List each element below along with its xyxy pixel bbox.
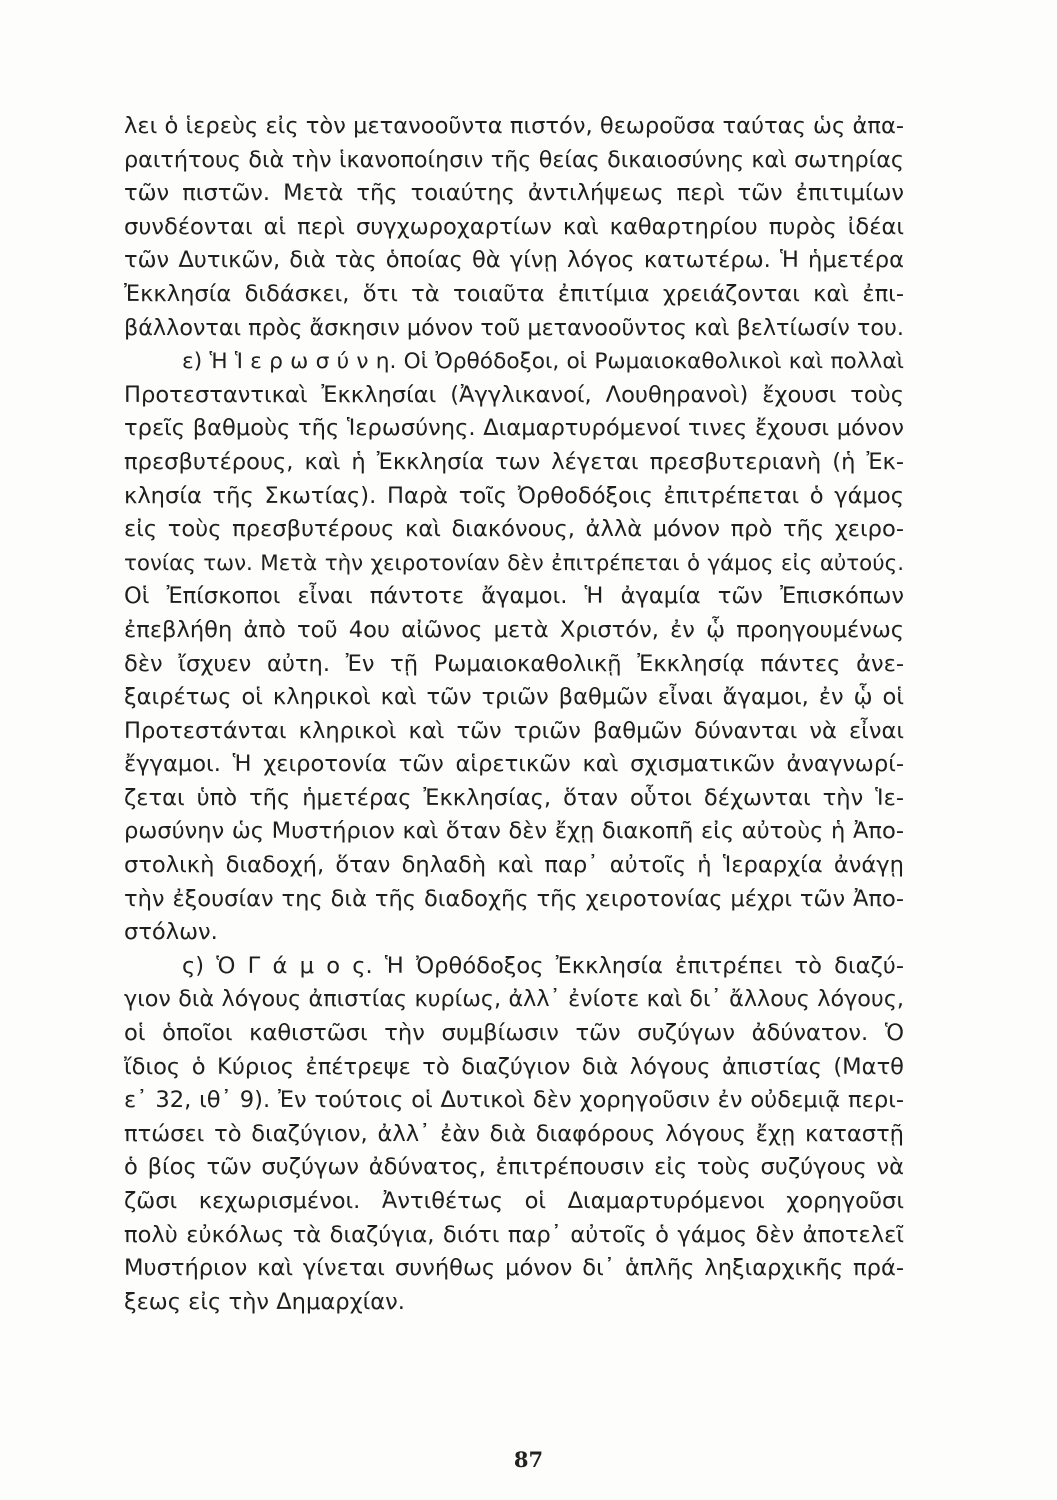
text-line: οἱ ὁποῖοι καθιστῶσι τὴν συμβίωσιν τῶν συζύγων ἀδύνατον. Ὁ bbox=[124, 1020, 904, 1047]
text-line: τῶν πιστῶν. Μετὰ τῆς τοιαύτης ἀντιλήψεως περὶ τῶν ἐπιτιμίων bbox=[124, 180, 904, 207]
text-line: πτώσει τὸ διαζύγιον, ἀλλ᾽ ἐὰν διὰ διαφόρους λόγους ἔχῃ καταστῇ bbox=[124, 1120, 904, 1147]
text-line: γιον διὰ λόγους ἀπιστίας κυρίως, ἀλλ᾽ ἐνίοτε καὶ δι᾽ ἄλλους λόγους, bbox=[124, 986, 904, 1013]
text-line: ξαιρέτως οἱ κληρικοὶ καὶ τῶν τριῶν βαθμῶν εἶναι ἄγαμοι, ἐν ᾧ οἱ bbox=[124, 684, 904, 711]
text-line: ἴδιος ὁ Κύριος ἐπέτρεψε τὸ διαζύγιον διὰ λόγους ἀπιστίας (Ματθ bbox=[124, 1053, 904, 1080]
text-line: ρωσύνην ὡς Μυστήριον καὶ ὅταν δὲν ἔχῃ διακοπῆ εἰς αὐτοὺς ἡ Ἀπο- bbox=[124, 818, 904, 845]
text-line: ἐπεβλήθη ἀπὸ τοῦ 4ου αἰῶνος μετὰ Χριστόν, ἐν ᾧ προηγουμένως bbox=[124, 616, 904, 643]
section-heading-line: ς) Ὁ Γ ά μ ο ς. Ἡ Ὀρθόδοξος Ἐκκλησία ἐπιτρέπει τὸ διαζύ- bbox=[182, 952, 904, 979]
text-line: τονίας των. Μετὰ τὴν χειροτονίαν δὲν ἐπιτρέπεται ὁ γάμος εἰς αὐτούς. bbox=[124, 550, 904, 576]
text-line: Προτεσταντικαὶ Ἐκκλησίαι (Ἀγγλικανοί, Λουθηρανοὶ) ἔχουσι τοὺς bbox=[124, 381, 904, 408]
text-line: ἔγγαμοι. Ἡ χειροτονία τῶν αἱρετικῶν καὶ σχισματικῶν ἀναγνωρί- bbox=[124, 751, 904, 778]
text-line: ζῶσι κεχωρισμένοι. Ἀντιθέτως οἱ Διαμαρτυρόμενοι χορηγοῦσι bbox=[124, 1188, 904, 1214]
text-line: τῶν Δυτικῶν, διὰ τὰς ὁποίας θὰ γίνῃ λόγος κατωτέρω. Ἡ ἡμετέρα bbox=[124, 247, 904, 274]
text-line: ὁ βίος τῶν συζύγων ἀδύνατος, ἐπιτρέπουσιν εἰς τοὺς συζύγους νὰ bbox=[124, 1154, 904, 1181]
text-line: Ἐκκλησία διδάσκει, ὅτι τὰ τοιαῦτα ἐπιτίμια χρειάζονται καὶ ἐπι- bbox=[124, 280, 904, 307]
text-line: τὴν ἐξουσίαν της διὰ τῆς διαδοχῆς τῆς χειροτονίας μέχρι τῶν Ἀπο- bbox=[124, 885, 904, 912]
text-line: πρεσβυτέρους, καὶ ἡ Ἐκκλησία των λέγεται πρεσβυτεριανὴ (ἡ Ἐκ- bbox=[124, 448, 904, 475]
text-line: ζεται ὑπὸ τῆς ἡμετέρας Ἐκκλησίας, ὅταν οὗτοι δέχωνται τὴν Ἱε- bbox=[124, 784, 904, 811]
text-line: στόλων. bbox=[124, 919, 218, 946]
text-line: ξεως εἰς τὴν Δημαρχίαν. bbox=[124, 1288, 405, 1315]
text-line: κλησία τῆς Σκωτίας). Παρὰ τοῖς Ὀρθοδόξοις ἐπιτρέπεται ὁ γάμος bbox=[124, 482, 904, 509]
text-line: Οἱ Ἐπίσκοποι εἶναι πάντοτε ἄγαμοι. Ἡ ἀγαμία τῶν Ἐπισκόπων bbox=[124, 583, 904, 610]
text-line: δὲν ἴσχυεν αὐτη. Ἐν τῇ Ρωμαιοκαθολικῇ Ἐκκλησίᾳ πάντες ἀνε- bbox=[124, 650, 904, 677]
text-line: τρεῖς βαθμοὺς τῆς Ἱερωσύνης. Διαμαρτυρόμενοί τινες ἔχουσι μόνον bbox=[124, 415, 904, 442]
text-line: λει ὁ ἱερεὺς εἰς τὸν μετανοοῦντα πιστόν, θεωροῦσα ταύτας ὡς ἀπα- bbox=[124, 113, 904, 139]
section-heading-line: ε) Ἡ Ἱ ε ρ ω σ ύ ν η. Οἱ Ὀρθόδοξοι, οἱ Ρωμαιοκαθολικοὶ καὶ πολλαὶ bbox=[182, 349, 904, 375]
text-line: συνδέονται αἱ περὶ συγχωροχαρτίων καὶ καθαρτηρίου πυρὸς ἰδέαι bbox=[124, 213, 904, 240]
text-line: βάλλονται πρὸς ἄσκησιν μόνον τοῦ μετανοοῦντος καὶ βελτίωσίν του. bbox=[124, 314, 904, 341]
text-line: εἰς τοὺς πρεσβυτέρους καὶ διακόνους, ἀλλὰ μόνον πρὸ τῆς χειρο- bbox=[124, 516, 904, 543]
body-text bbox=[124, 110, 904, 1319]
text-line: ε᾽ 32, ιθ᾽ 9). Ἐν τούτοις οἱ Δυτικοὶ δὲν χορηγοῦσιν ἐν οὐδεμιᾷ περι- bbox=[124, 1087, 904, 1114]
page-number: 87 bbox=[513, 1447, 544, 1472]
text-line: Προτεστάνται κληρικοὶ καὶ τῶν τριῶν βαθμῶν δύνανται νὰ εἶναι bbox=[124, 717, 904, 744]
text-line: Μυστήριον καὶ γίνεται συνήθως μόνον δι᾽ ἁπλῆς ληξιαρχικῆς πρά- bbox=[124, 1255, 904, 1282]
text-line: στολικὴ διαδοχή, ὅταν δηλαδὴ καὶ παρ᾽ αὐτοῖς ἡ Ἱεραρχία ἀνάγῃ bbox=[124, 852, 904, 879]
text-line: ραιτήτους διὰ τὴν ἱκανοποίησιν τῆς θείας δικαιοσύνης καὶ σωτηρίας bbox=[124, 146, 904, 173]
text-line: πολὺ εὐκόλως τὰ διαζύγια, διότι παρ᾽ αὐτοῖς ὁ γάμος δὲν ἀποτελεῖ bbox=[124, 1221, 904, 1248]
